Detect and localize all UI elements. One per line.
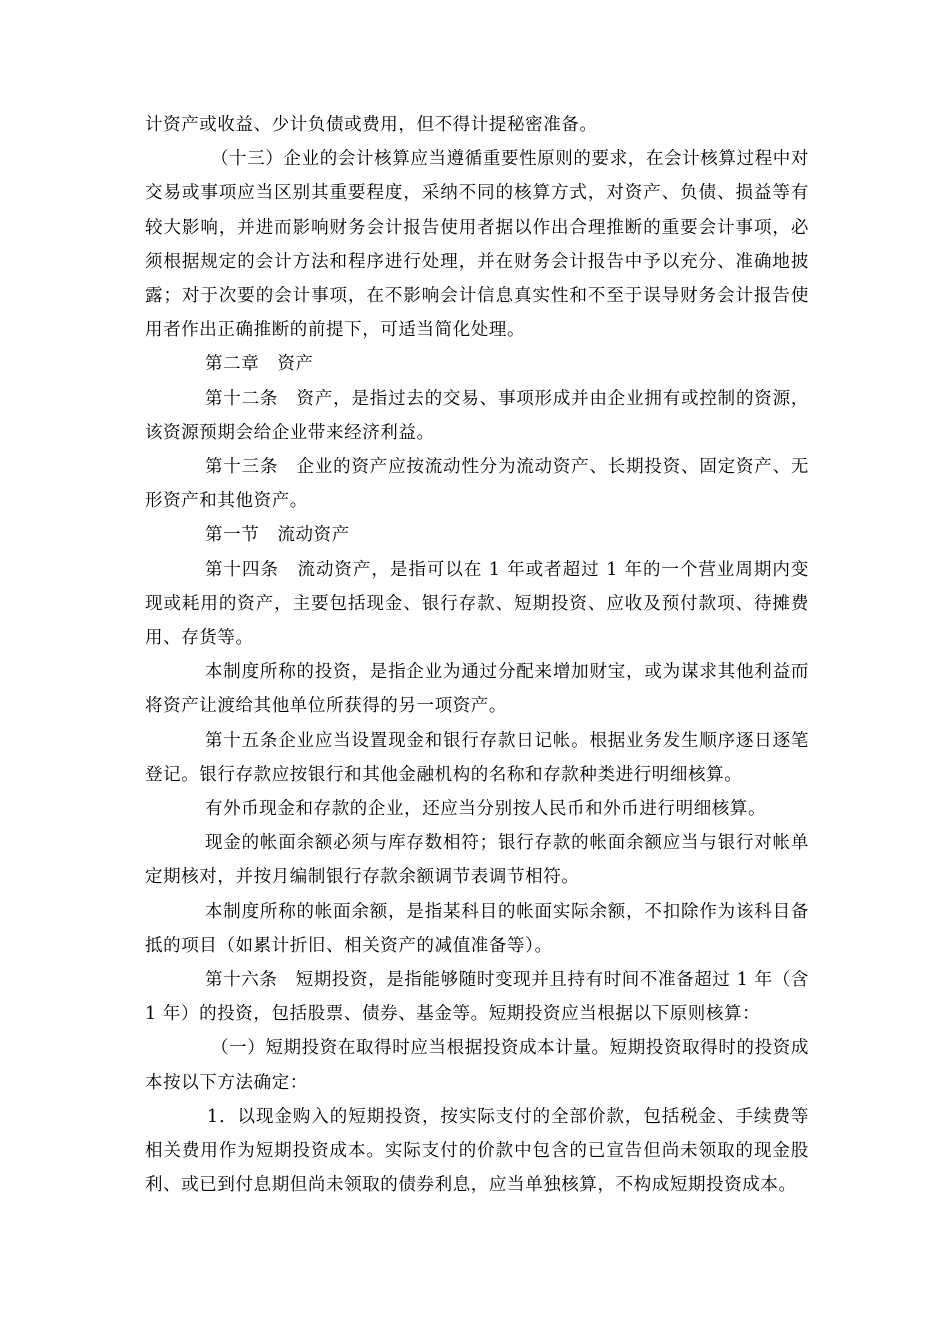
article-16: 第十六条 短期投资，是指能够随时变现并且持有时间不准备超过 1 年（含 1 年）的投资，包括股票、债券、基金等。短期投资应当根据以下原则核算：: [145, 970, 809, 1025]
article-13: 第十三条 企业的资产应按流动性分为流动资产、长期投资、固定资产、无形资产和其他资产。: [145, 457, 809, 512]
document-body: [145, 108, 809, 1203]
paragraph-item-1: 1．以现金购入的短期投资，按实际支付的全部价款，包括税金、手续费等相关费用作为短期投资成本。实际支付的价款中包含的已宣告但尚未领取的现金股利、或已到付息期但尚未领取的债券利息，应当单独核算，不构成短期投资成本。: [145, 1106, 809, 1196]
paragraph-cash-balance: 现金的帐面余额必须与库存数相符；银行存款的帐面余额应当与银行对帐单定期核对，并按月编制银行存款余额调节表调节相符。: [145, 833, 809, 888]
chapter-heading: 第二章 资产: [205, 354, 314, 375]
paragraph-book-balance-definition: 本制度所称的帐面余额，是指某科目的帐面实际余额，不扣除作为该科目备抵的项目（如累计折旧、相关资产的减值准备等）。: [145, 901, 809, 956]
section-heading: 第一节 流动资产: [205, 525, 350, 546]
paragraph-investment-definition: 本制度所称的投资，是指企业为通过分配来增加财宝，或为谋求其他利益而将资产让渡给其他单位所获得的另一项资产。: [145, 662, 809, 717]
article-12: 第十二条 资产，是指过去的交易、事项形成并由企业拥有或控制的资源，该资源预期会给企业带来经济利益。: [145, 388, 809, 443]
article-15: 第十五条企业应当设置现金和银行存款日记帐。根据业务发生顺序逐日逐笔登记。银行存款应按银行和其他金融机构的名称和存款种类进行明细核算。: [145, 730, 809, 785]
paragraph-foreign-currency: 有外币现金和存款的企业，还应当分别按人民币和外币进行明细核算。: [205, 799, 767, 820]
paragraph-materiality-principle: （十三）企业的会计核算应当遵循重要性原则的要求，在会计核算过程中对交易或事项应当区别其重要程度，采纳不同的核算方式，对资产、负债、损益等有较大影响，并进而影响财务会计报告使用者据以作出合理推断的重要会计事项，必须根据规定的会计方法和程序进行处理，并在财务会计报告中予以充分、准确地披露；对于次要的会计事项，在不影响会计信息真实性和不至于误导财务会计报告使用者作出正确推断的前提下，可适当简化处理。: [145, 149, 809, 341]
paragraph-item-one: （一）短期投资在取得时应当根据投资成本计量。短期投资取得时的投资成本按以下方法确定：: [145, 1038, 809, 1093]
article-14: 第十四条 流动资产，是指可以在 1 年或者超过 1 年的一个营业周期内变现或耗用的资产，主要包括现金、银行存款、短期投资、应收及预付款项、待摊费用、存货等。: [145, 559, 809, 649]
paragraph-continuation: 计资产或收益、少计负债或费用，但不得计提秘密准备。: [145, 115, 598, 135]
